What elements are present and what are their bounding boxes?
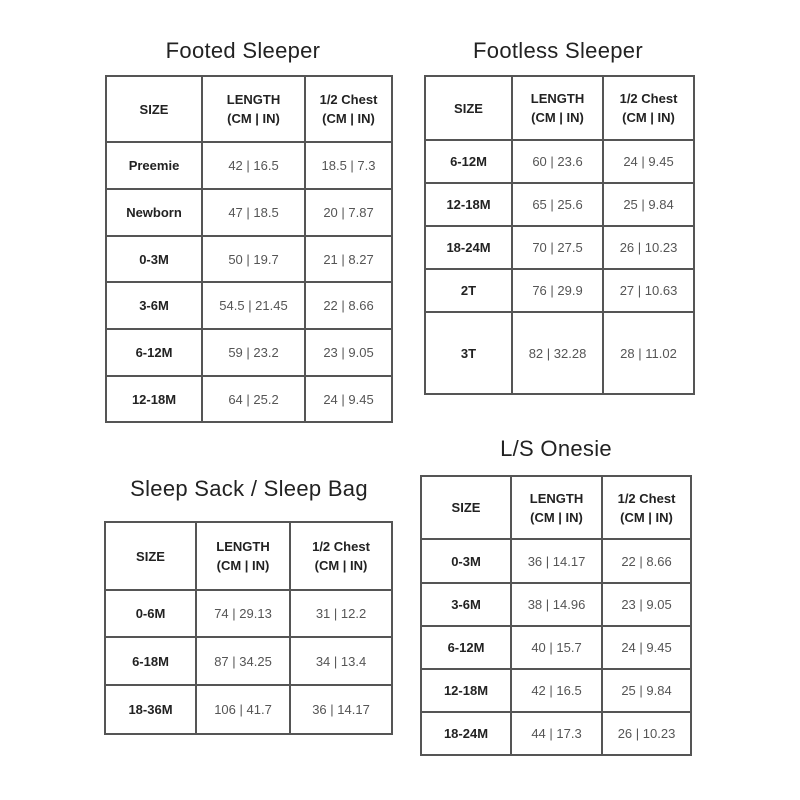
size-cell: 6-12M — [421, 626, 511, 669]
chest-cell: 20 | 7.87 — [305, 189, 392, 236]
chest-cell: 26 | 10.23 — [602, 712, 691, 755]
size-cell: 12-18M — [425, 183, 512, 226]
chest-cell: 25 | 9.84 — [602, 669, 691, 712]
footed-sleeper-title: Footed Sleeper — [165, 38, 321, 63]
chest-cell: 27 | 10.63 — [603, 269, 694, 312]
size-cell: 3-6M — [106, 282, 202, 329]
length-cell: 65 | 25.6 — [512, 183, 603, 226]
size-cell: 3T — [425, 312, 512, 394]
size-cell: 18-24M — [421, 712, 511, 755]
chest-cell: 24 | 9.45 — [602, 626, 691, 669]
length-cell: 42 | 16.5 — [511, 669, 602, 712]
length-header: LENGTH (CM | IN) — [202, 76, 305, 142]
chest-cell: 36 | 14.17 — [290, 685, 392, 734]
table-row — [421, 583, 691, 626]
size-cell: 0-6M — [105, 590, 196, 637]
table-row — [421, 669, 691, 712]
table-row — [106, 329, 392, 376]
chest-cell: 25 | 9.84 — [603, 183, 694, 226]
length-cell: 40 | 15.7 — [511, 626, 602, 669]
footed-sleeper-table — [105, 75, 393, 423]
length-cell: 106 | 41.7 — [196, 685, 290, 734]
header-row — [105, 522, 392, 590]
table-row — [425, 269, 694, 312]
header-row — [106, 76, 392, 142]
length-cell: 36 | 14.17 — [511, 539, 602, 583]
table-row — [425, 312, 694, 394]
header-row — [425, 76, 694, 140]
table-row — [105, 590, 392, 637]
chest-cell: 22 | 8.66 — [602, 539, 691, 583]
size-cell: 18-24M — [425, 226, 512, 269]
length-cell: 74 | 29.13 — [196, 590, 290, 637]
size-header: SIZE — [425, 76, 512, 140]
size-cell: 6-12M — [106, 329, 202, 376]
chest-cell: 24 | 9.45 — [305, 376, 392, 422]
size-header: SIZE — [106, 76, 202, 142]
table-row — [421, 712, 691, 755]
chest-header: 1/2 Chest (CM | IN) — [305, 76, 392, 142]
chest-cell: 31 | 12.2 — [290, 590, 392, 637]
length-cell: 50 | 19.7 — [202, 236, 305, 282]
length-cell: 82 | 32.28 — [512, 312, 603, 394]
length-cell: 64 | 25.2 — [202, 376, 305, 422]
size-cell: Newborn — [106, 189, 202, 236]
chest-header: 1/2 Chest (CM | IN) — [290, 522, 392, 590]
header-row — [421, 476, 691, 539]
ls-onesie-title: L/S Onesie — [500, 436, 612, 461]
table-row — [425, 183, 694, 226]
ls-onesie-table — [420, 475, 692, 756]
length-cell: 47 | 18.5 — [202, 189, 305, 236]
table-row — [425, 140, 694, 183]
size-header: SIZE — [105, 522, 196, 590]
length-cell: 70 | 27.5 — [512, 226, 603, 269]
size-cell: 12-18M — [421, 669, 511, 712]
length-header: LENGTH (CM | IN) — [512, 76, 603, 140]
size-cell: Preemie — [106, 142, 202, 189]
chest-cell: 34 | 13.4 — [290, 637, 392, 685]
size-cell: 0-3M — [421, 539, 511, 583]
table-row — [106, 142, 392, 189]
size-cell: 18-36M — [105, 685, 196, 734]
chest-cell: 18.5 | 7.3 — [305, 142, 392, 189]
length-cell: 54.5 | 21.45 — [202, 282, 305, 329]
size-cell: 6-18M — [105, 637, 196, 685]
table-row — [105, 685, 392, 734]
size-cell: 12-18M — [106, 376, 202, 422]
chest-cell: 24 | 9.45 — [603, 140, 694, 183]
sleep-sack-table — [104, 521, 393, 735]
chest-cell: 22 | 8.66 — [305, 282, 392, 329]
table-row — [106, 376, 392, 422]
table-row — [105, 637, 392, 685]
table-row — [106, 282, 392, 329]
length-cell: 76 | 29.9 — [512, 269, 603, 312]
length-header: LENGTH (CM | IN) — [196, 522, 290, 590]
chest-cell: 23 | 9.05 — [602, 583, 691, 626]
length-cell: 44 | 17.3 — [511, 712, 602, 755]
table-row — [106, 236, 392, 282]
table-row — [421, 626, 691, 669]
length-cell: 87 | 34.25 — [196, 637, 290, 685]
length-cell: 59 | 23.2 — [202, 329, 305, 376]
size-cell: 3-6M — [421, 583, 511, 626]
size-header: SIZE — [421, 476, 511, 539]
table-row — [425, 226, 694, 269]
chest-cell: 23 | 9.05 — [305, 329, 392, 376]
length-cell: 60 | 23.6 — [512, 140, 603, 183]
size-cell: 2T — [425, 269, 512, 312]
footless-sleeper-table — [424, 75, 695, 395]
size-cell: 6-12M — [425, 140, 512, 183]
length-cell: 38 | 14.96 — [511, 583, 602, 626]
table-row — [421, 539, 691, 583]
sleep-sack-title: Sleep Sack / Sleep Bag — [130, 476, 368, 501]
footless-sleeper-title: Footless Sleeper — [473, 38, 643, 63]
chest-cell: 26 | 10.23 — [603, 226, 694, 269]
chest-header: 1/2 Chest (CM | IN) — [603, 76, 694, 140]
length-cell: 42 | 16.5 — [202, 142, 305, 189]
table-row — [106, 189, 392, 236]
chest-header: 1/2 Chest (CM | IN) — [602, 476, 691, 539]
length-header: LENGTH (CM | IN) — [511, 476, 602, 539]
chest-cell: 21 | 8.27 — [305, 236, 392, 282]
size-cell: 0-3M — [106, 236, 202, 282]
chest-cell: 28 | 11.02 — [603, 312, 694, 394]
